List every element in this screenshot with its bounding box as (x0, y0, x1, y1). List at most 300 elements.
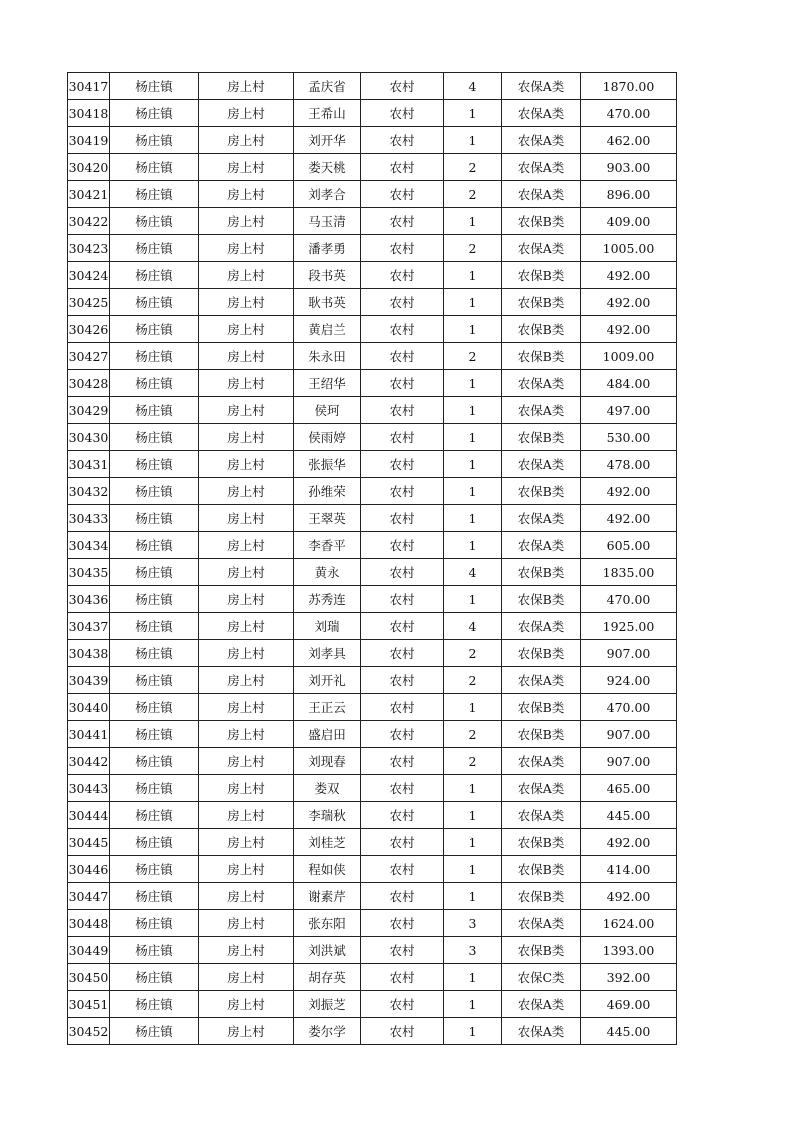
person-count-cell: 4 (444, 73, 502, 100)
record-id-cell: 30426 (68, 316, 110, 343)
amount-cell: 462.00 (581, 127, 677, 154)
person-count-cell: 1 (444, 505, 502, 532)
record-id-cell: 30444 (68, 802, 110, 829)
insurance-category-cell: 农保A类 (502, 532, 581, 559)
village-cell: 房上村 (199, 1018, 294, 1045)
household-type-cell: 农村 (361, 73, 444, 100)
village-cell: 房上村 (199, 802, 294, 829)
person-count-cell: 1 (444, 208, 502, 235)
village-cell: 房上村 (199, 181, 294, 208)
town-cell: 杨庄镇 (110, 505, 199, 532)
table-row (68, 829, 677, 856)
household-type-cell: 农村 (361, 397, 444, 424)
record-id-cell: 30428 (68, 370, 110, 397)
person-count-cell: 1 (444, 532, 502, 559)
name-cell: 王正云 (294, 694, 361, 721)
town-cell: 杨庄镇 (110, 424, 199, 451)
amount-cell: 492.00 (581, 262, 677, 289)
insurance-category-cell: 农保A类 (502, 775, 581, 802)
table-row (68, 451, 677, 478)
amount-cell: 492.00 (581, 289, 677, 316)
name-cell: 孟庆省 (294, 73, 361, 100)
name-cell: 刘开华 (294, 127, 361, 154)
insurance-category-cell: 农保A类 (502, 397, 581, 424)
town-cell: 杨庄镇 (110, 721, 199, 748)
record-id-cell: 30424 (68, 262, 110, 289)
name-cell: 娄双 (294, 775, 361, 802)
record-id-cell: 30448 (68, 910, 110, 937)
village-cell: 房上村 (199, 451, 294, 478)
amount-cell: 465.00 (581, 775, 677, 802)
household-type-cell: 农村 (361, 829, 444, 856)
amount-cell: 492.00 (581, 505, 677, 532)
town-cell: 杨庄镇 (110, 1018, 199, 1045)
record-id-cell: 30452 (68, 1018, 110, 1045)
name-cell: 刘现春 (294, 748, 361, 775)
name-cell: 段书英 (294, 262, 361, 289)
village-cell: 房上村 (199, 883, 294, 910)
person-count-cell: 1 (444, 478, 502, 505)
name-cell: 刘孝具 (294, 640, 361, 667)
town-cell: 杨庄镇 (110, 532, 199, 559)
household-type-cell: 农村 (361, 451, 444, 478)
name-cell: 刘振芝 (294, 991, 361, 1018)
person-count-cell: 2 (444, 181, 502, 208)
record-id-cell: 30430 (68, 424, 110, 451)
household-type-cell: 农村 (361, 127, 444, 154)
record-id-cell: 30425 (68, 289, 110, 316)
name-cell: 刘桂芝 (294, 829, 361, 856)
amount-cell: 907.00 (581, 721, 677, 748)
village-cell: 房上村 (199, 505, 294, 532)
town-cell: 杨庄镇 (110, 154, 199, 181)
person-count-cell: 1 (444, 262, 502, 289)
record-id-cell: 30423 (68, 235, 110, 262)
person-count-cell: 1 (444, 424, 502, 451)
amount-cell: 392.00 (581, 964, 677, 991)
household-type-cell: 农村 (361, 559, 444, 586)
amount-cell: 896.00 (581, 181, 677, 208)
table-row (68, 586, 677, 613)
name-cell: 刘洪斌 (294, 937, 361, 964)
town-cell: 杨庄镇 (110, 235, 199, 262)
insurance-category-cell: 农保B类 (502, 208, 581, 235)
amount-cell: 1393.00 (581, 937, 677, 964)
insurance-category-cell: 农保A类 (502, 991, 581, 1018)
town-cell: 杨庄镇 (110, 262, 199, 289)
insurance-category-cell: 农保B类 (502, 856, 581, 883)
name-cell: 黄启兰 (294, 316, 361, 343)
person-count-cell: 1 (444, 991, 502, 1018)
name-cell: 娄尔学 (294, 1018, 361, 1045)
table-row (68, 991, 677, 1018)
household-type-cell: 农村 (361, 802, 444, 829)
household-type-cell: 农村 (361, 424, 444, 451)
name-cell: 胡存英 (294, 964, 361, 991)
insurance-category-cell: 农保B类 (502, 721, 581, 748)
insurance-category-cell: 农保B类 (502, 289, 581, 316)
amount-cell: 492.00 (581, 883, 677, 910)
insurance-category-cell: 农保C类 (502, 964, 581, 991)
name-cell: 娄天桃 (294, 154, 361, 181)
name-cell: 刘开礼 (294, 667, 361, 694)
village-cell: 房上村 (199, 559, 294, 586)
amount-cell: 469.00 (581, 991, 677, 1018)
record-id-cell: 30420 (68, 154, 110, 181)
records-table-body (68, 73, 677, 1045)
town-cell: 杨庄镇 (110, 208, 199, 235)
record-id-cell: 30418 (68, 100, 110, 127)
person-count-cell: 2 (444, 343, 502, 370)
amount-cell: 478.00 (581, 451, 677, 478)
village-cell: 房上村 (199, 343, 294, 370)
household-type-cell: 农村 (361, 721, 444, 748)
record-id-cell: 30437 (68, 613, 110, 640)
table-row (68, 424, 677, 451)
name-cell: 王绍华 (294, 370, 361, 397)
name-cell: 程如侠 (294, 856, 361, 883)
household-type-cell: 农村 (361, 154, 444, 181)
insurance-category-cell: 农保B类 (502, 937, 581, 964)
table-row (68, 127, 677, 154)
record-id-cell: 30433 (68, 505, 110, 532)
record-id-cell: 30434 (68, 532, 110, 559)
insurance-category-cell: 农保B类 (502, 316, 581, 343)
person-count-cell: 2 (444, 640, 502, 667)
insurance-category-cell: 农保A类 (502, 748, 581, 775)
insurance-category-cell: 农保B类 (502, 640, 581, 667)
village-cell: 房上村 (199, 208, 294, 235)
table-row (68, 721, 677, 748)
household-type-cell: 农村 (361, 370, 444, 397)
village-cell: 房上村 (199, 532, 294, 559)
household-type-cell: 农村 (361, 586, 444, 613)
insurance-category-cell: 农保B类 (502, 829, 581, 856)
town-cell: 杨庄镇 (110, 910, 199, 937)
village-cell: 房上村 (199, 397, 294, 424)
insurance-category-cell: 农保A类 (502, 235, 581, 262)
person-count-cell: 1 (444, 856, 502, 883)
name-cell: 刘瑞 (294, 613, 361, 640)
name-cell: 耿书英 (294, 289, 361, 316)
person-count-cell: 1 (444, 100, 502, 127)
person-count-cell: 2 (444, 154, 502, 181)
record-id-cell: 30446 (68, 856, 110, 883)
insurance-category-cell: 农保A类 (502, 1018, 581, 1045)
insurance-category-cell: 农保B类 (502, 883, 581, 910)
records-table (67, 72, 677, 1045)
table-row (68, 802, 677, 829)
table-row (68, 1018, 677, 1045)
household-type-cell: 农村 (361, 181, 444, 208)
amount-cell: 1624.00 (581, 910, 677, 937)
record-id-cell: 30436 (68, 586, 110, 613)
table-row (68, 910, 677, 937)
household-type-cell: 农村 (361, 694, 444, 721)
name-cell: 黄永 (294, 559, 361, 586)
table-row (68, 73, 677, 100)
person-count-cell: 2 (444, 667, 502, 694)
village-cell: 房上村 (199, 667, 294, 694)
table-row (68, 370, 677, 397)
insurance-category-cell: 农保B类 (502, 262, 581, 289)
name-cell: 谢素芹 (294, 883, 361, 910)
village-cell: 房上村 (199, 478, 294, 505)
town-cell: 杨庄镇 (110, 640, 199, 667)
table-row (68, 208, 677, 235)
table-row (68, 640, 677, 667)
insurance-category-cell: 农保B类 (502, 694, 581, 721)
town-cell: 杨庄镇 (110, 937, 199, 964)
name-cell: 朱永田 (294, 343, 361, 370)
record-id-cell: 30442 (68, 748, 110, 775)
table-row (68, 775, 677, 802)
village-cell: 房上村 (199, 73, 294, 100)
village-cell: 房上村 (199, 937, 294, 964)
insurance-category-cell: 农保A类 (502, 910, 581, 937)
insurance-category-cell: 农保A类 (502, 802, 581, 829)
person-count-cell: 1 (444, 586, 502, 613)
name-cell: 王翠英 (294, 505, 361, 532)
record-id-cell: 30449 (68, 937, 110, 964)
household-type-cell: 农村 (361, 100, 444, 127)
record-id-cell: 30419 (68, 127, 110, 154)
table-row (68, 289, 677, 316)
record-id-cell: 30429 (68, 397, 110, 424)
record-id-cell: 30443 (68, 775, 110, 802)
person-count-cell: 1 (444, 802, 502, 829)
town-cell: 杨庄镇 (110, 100, 199, 127)
insurance-category-cell: 农保A类 (502, 181, 581, 208)
village-cell: 房上村 (199, 775, 294, 802)
name-cell: 刘孝合 (294, 181, 361, 208)
record-id-cell: 30431 (68, 451, 110, 478)
record-id-cell: 30438 (68, 640, 110, 667)
amount-cell: 907.00 (581, 748, 677, 775)
person-count-cell: 2 (444, 748, 502, 775)
person-count-cell: 1 (444, 775, 502, 802)
household-type-cell: 农村 (361, 856, 444, 883)
amount-cell: 924.00 (581, 667, 677, 694)
village-cell: 房上村 (199, 694, 294, 721)
amount-cell: 1009.00 (581, 343, 677, 370)
town-cell: 杨庄镇 (110, 856, 199, 883)
person-count-cell: 1 (444, 451, 502, 478)
table-row (68, 883, 677, 910)
town-cell: 杨庄镇 (110, 694, 199, 721)
town-cell: 杨庄镇 (110, 73, 199, 100)
record-id-cell: 30422 (68, 208, 110, 235)
person-count-cell: 1 (444, 316, 502, 343)
amount-cell: 492.00 (581, 478, 677, 505)
record-id-cell: 30451 (68, 991, 110, 1018)
record-id-cell: 30427 (68, 343, 110, 370)
amount-cell: 1005.00 (581, 235, 677, 262)
town-cell: 杨庄镇 (110, 991, 199, 1018)
village-cell: 房上村 (199, 721, 294, 748)
name-cell: 李瑞秋 (294, 802, 361, 829)
village-cell: 房上村 (199, 829, 294, 856)
amount-cell: 484.00 (581, 370, 677, 397)
town-cell: 杨庄镇 (110, 883, 199, 910)
name-cell: 马玉清 (294, 208, 361, 235)
village-cell: 房上村 (199, 613, 294, 640)
household-type-cell: 农村 (361, 505, 444, 532)
village-cell: 房上村 (199, 991, 294, 1018)
household-type-cell: 农村 (361, 883, 444, 910)
record-id-cell: 30450 (68, 964, 110, 991)
household-type-cell: 农村 (361, 343, 444, 370)
record-id-cell: 30435 (68, 559, 110, 586)
town-cell: 杨庄镇 (110, 127, 199, 154)
insurance-category-cell: 农保B类 (502, 343, 581, 370)
household-type-cell: 农村 (361, 964, 444, 991)
name-cell: 潘孝勇 (294, 235, 361, 262)
person-count-cell: 3 (444, 937, 502, 964)
table-row (68, 532, 677, 559)
table-row (68, 694, 677, 721)
table-row (68, 181, 677, 208)
table-row (68, 667, 677, 694)
table-row (68, 478, 677, 505)
household-type-cell: 农村 (361, 289, 444, 316)
amount-cell: 907.00 (581, 640, 677, 667)
amount-cell: 470.00 (581, 586, 677, 613)
household-type-cell: 农村 (361, 748, 444, 775)
amount-cell: 470.00 (581, 694, 677, 721)
town-cell: 杨庄镇 (110, 829, 199, 856)
household-type-cell: 农村 (361, 937, 444, 964)
insurance-category-cell: 农保B类 (502, 586, 581, 613)
insurance-category-cell: 农保A类 (502, 451, 581, 478)
town-cell: 杨庄镇 (110, 316, 199, 343)
amount-cell: 1870.00 (581, 73, 677, 100)
name-cell: 李香平 (294, 532, 361, 559)
town-cell: 杨庄镇 (110, 802, 199, 829)
name-cell: 侯珂 (294, 397, 361, 424)
town-cell: 杨庄镇 (110, 451, 199, 478)
amount-cell: 409.00 (581, 208, 677, 235)
person-count-cell: 1 (444, 1018, 502, 1045)
town-cell: 杨庄镇 (110, 181, 199, 208)
person-count-cell: 1 (444, 370, 502, 397)
town-cell: 杨庄镇 (110, 343, 199, 370)
village-cell: 房上村 (199, 289, 294, 316)
household-type-cell: 农村 (361, 478, 444, 505)
household-type-cell: 农村 (361, 262, 444, 289)
insurance-category-cell: 农保A类 (502, 370, 581, 397)
amount-cell: 497.00 (581, 397, 677, 424)
town-cell: 杨庄镇 (110, 397, 199, 424)
table-row (68, 154, 677, 181)
insurance-category-cell: 农保A类 (502, 667, 581, 694)
village-cell: 房上村 (199, 235, 294, 262)
person-count-cell: 1 (444, 397, 502, 424)
village-cell: 房上村 (199, 964, 294, 991)
amount-cell: 414.00 (581, 856, 677, 883)
town-cell: 杨庄镇 (110, 289, 199, 316)
person-count-cell: 2 (444, 721, 502, 748)
household-type-cell: 农村 (361, 235, 444, 262)
table-row (68, 613, 677, 640)
table-row (68, 964, 677, 991)
record-id-cell: 30447 (68, 883, 110, 910)
village-cell: 房上村 (199, 100, 294, 127)
insurance-category-cell: 农保A类 (502, 505, 581, 532)
amount-cell: 1835.00 (581, 559, 677, 586)
record-id-cell: 30445 (68, 829, 110, 856)
amount-cell: 445.00 (581, 802, 677, 829)
town-cell: 杨庄镇 (110, 667, 199, 694)
name-cell: 苏秀连 (294, 586, 361, 613)
village-cell: 房上村 (199, 640, 294, 667)
record-id-cell: 30439 (68, 667, 110, 694)
person-count-cell: 1 (444, 694, 502, 721)
table-row (68, 856, 677, 883)
person-count-cell: 3 (444, 910, 502, 937)
village-cell: 房上村 (199, 127, 294, 154)
amount-cell: 470.00 (581, 100, 677, 127)
table-row (68, 937, 677, 964)
town-cell: 杨庄镇 (110, 586, 199, 613)
town-cell: 杨庄镇 (110, 613, 199, 640)
household-type-cell: 农村 (361, 775, 444, 802)
table-row (68, 397, 677, 424)
amount-cell: 530.00 (581, 424, 677, 451)
village-cell: 房上村 (199, 910, 294, 937)
table-row (68, 505, 677, 532)
village-cell: 房上村 (199, 424, 294, 451)
household-type-cell: 农村 (361, 316, 444, 343)
town-cell: 杨庄镇 (110, 478, 199, 505)
name-cell: 盛启田 (294, 721, 361, 748)
town-cell: 杨庄镇 (110, 370, 199, 397)
person-count-cell: 1 (444, 883, 502, 910)
amount-cell: 903.00 (581, 154, 677, 181)
table-row (68, 316, 677, 343)
table-row (68, 262, 677, 289)
village-cell: 房上村 (199, 316, 294, 343)
insurance-category-cell: 农保B类 (502, 424, 581, 451)
person-count-cell: 1 (444, 289, 502, 316)
household-type-cell: 农村 (361, 613, 444, 640)
household-type-cell: 农村 (361, 208, 444, 235)
insurance-category-cell: 农保A类 (502, 73, 581, 100)
amount-cell: 1925.00 (581, 613, 677, 640)
name-cell: 张东阳 (294, 910, 361, 937)
town-cell: 杨庄镇 (110, 964, 199, 991)
insurance-category-cell: 农保B类 (502, 478, 581, 505)
table-row (68, 748, 677, 775)
insurance-category-cell: 农保A类 (502, 613, 581, 640)
table-row (68, 343, 677, 370)
record-id-cell: 30417 (68, 73, 110, 100)
name-cell: 孙维荣 (294, 478, 361, 505)
town-cell: 杨庄镇 (110, 559, 199, 586)
person-count-cell: 4 (444, 559, 502, 586)
village-cell: 房上村 (199, 262, 294, 289)
village-cell: 房上村 (199, 586, 294, 613)
insurance-category-cell: 农保A类 (502, 100, 581, 127)
household-type-cell: 农村 (361, 910, 444, 937)
household-type-cell: 农村 (361, 640, 444, 667)
person-count-cell: 4 (444, 613, 502, 640)
table-row (68, 235, 677, 262)
person-count-cell: 1 (444, 964, 502, 991)
amount-cell: 492.00 (581, 829, 677, 856)
record-id-cell: 30441 (68, 721, 110, 748)
person-count-cell: 2 (444, 235, 502, 262)
